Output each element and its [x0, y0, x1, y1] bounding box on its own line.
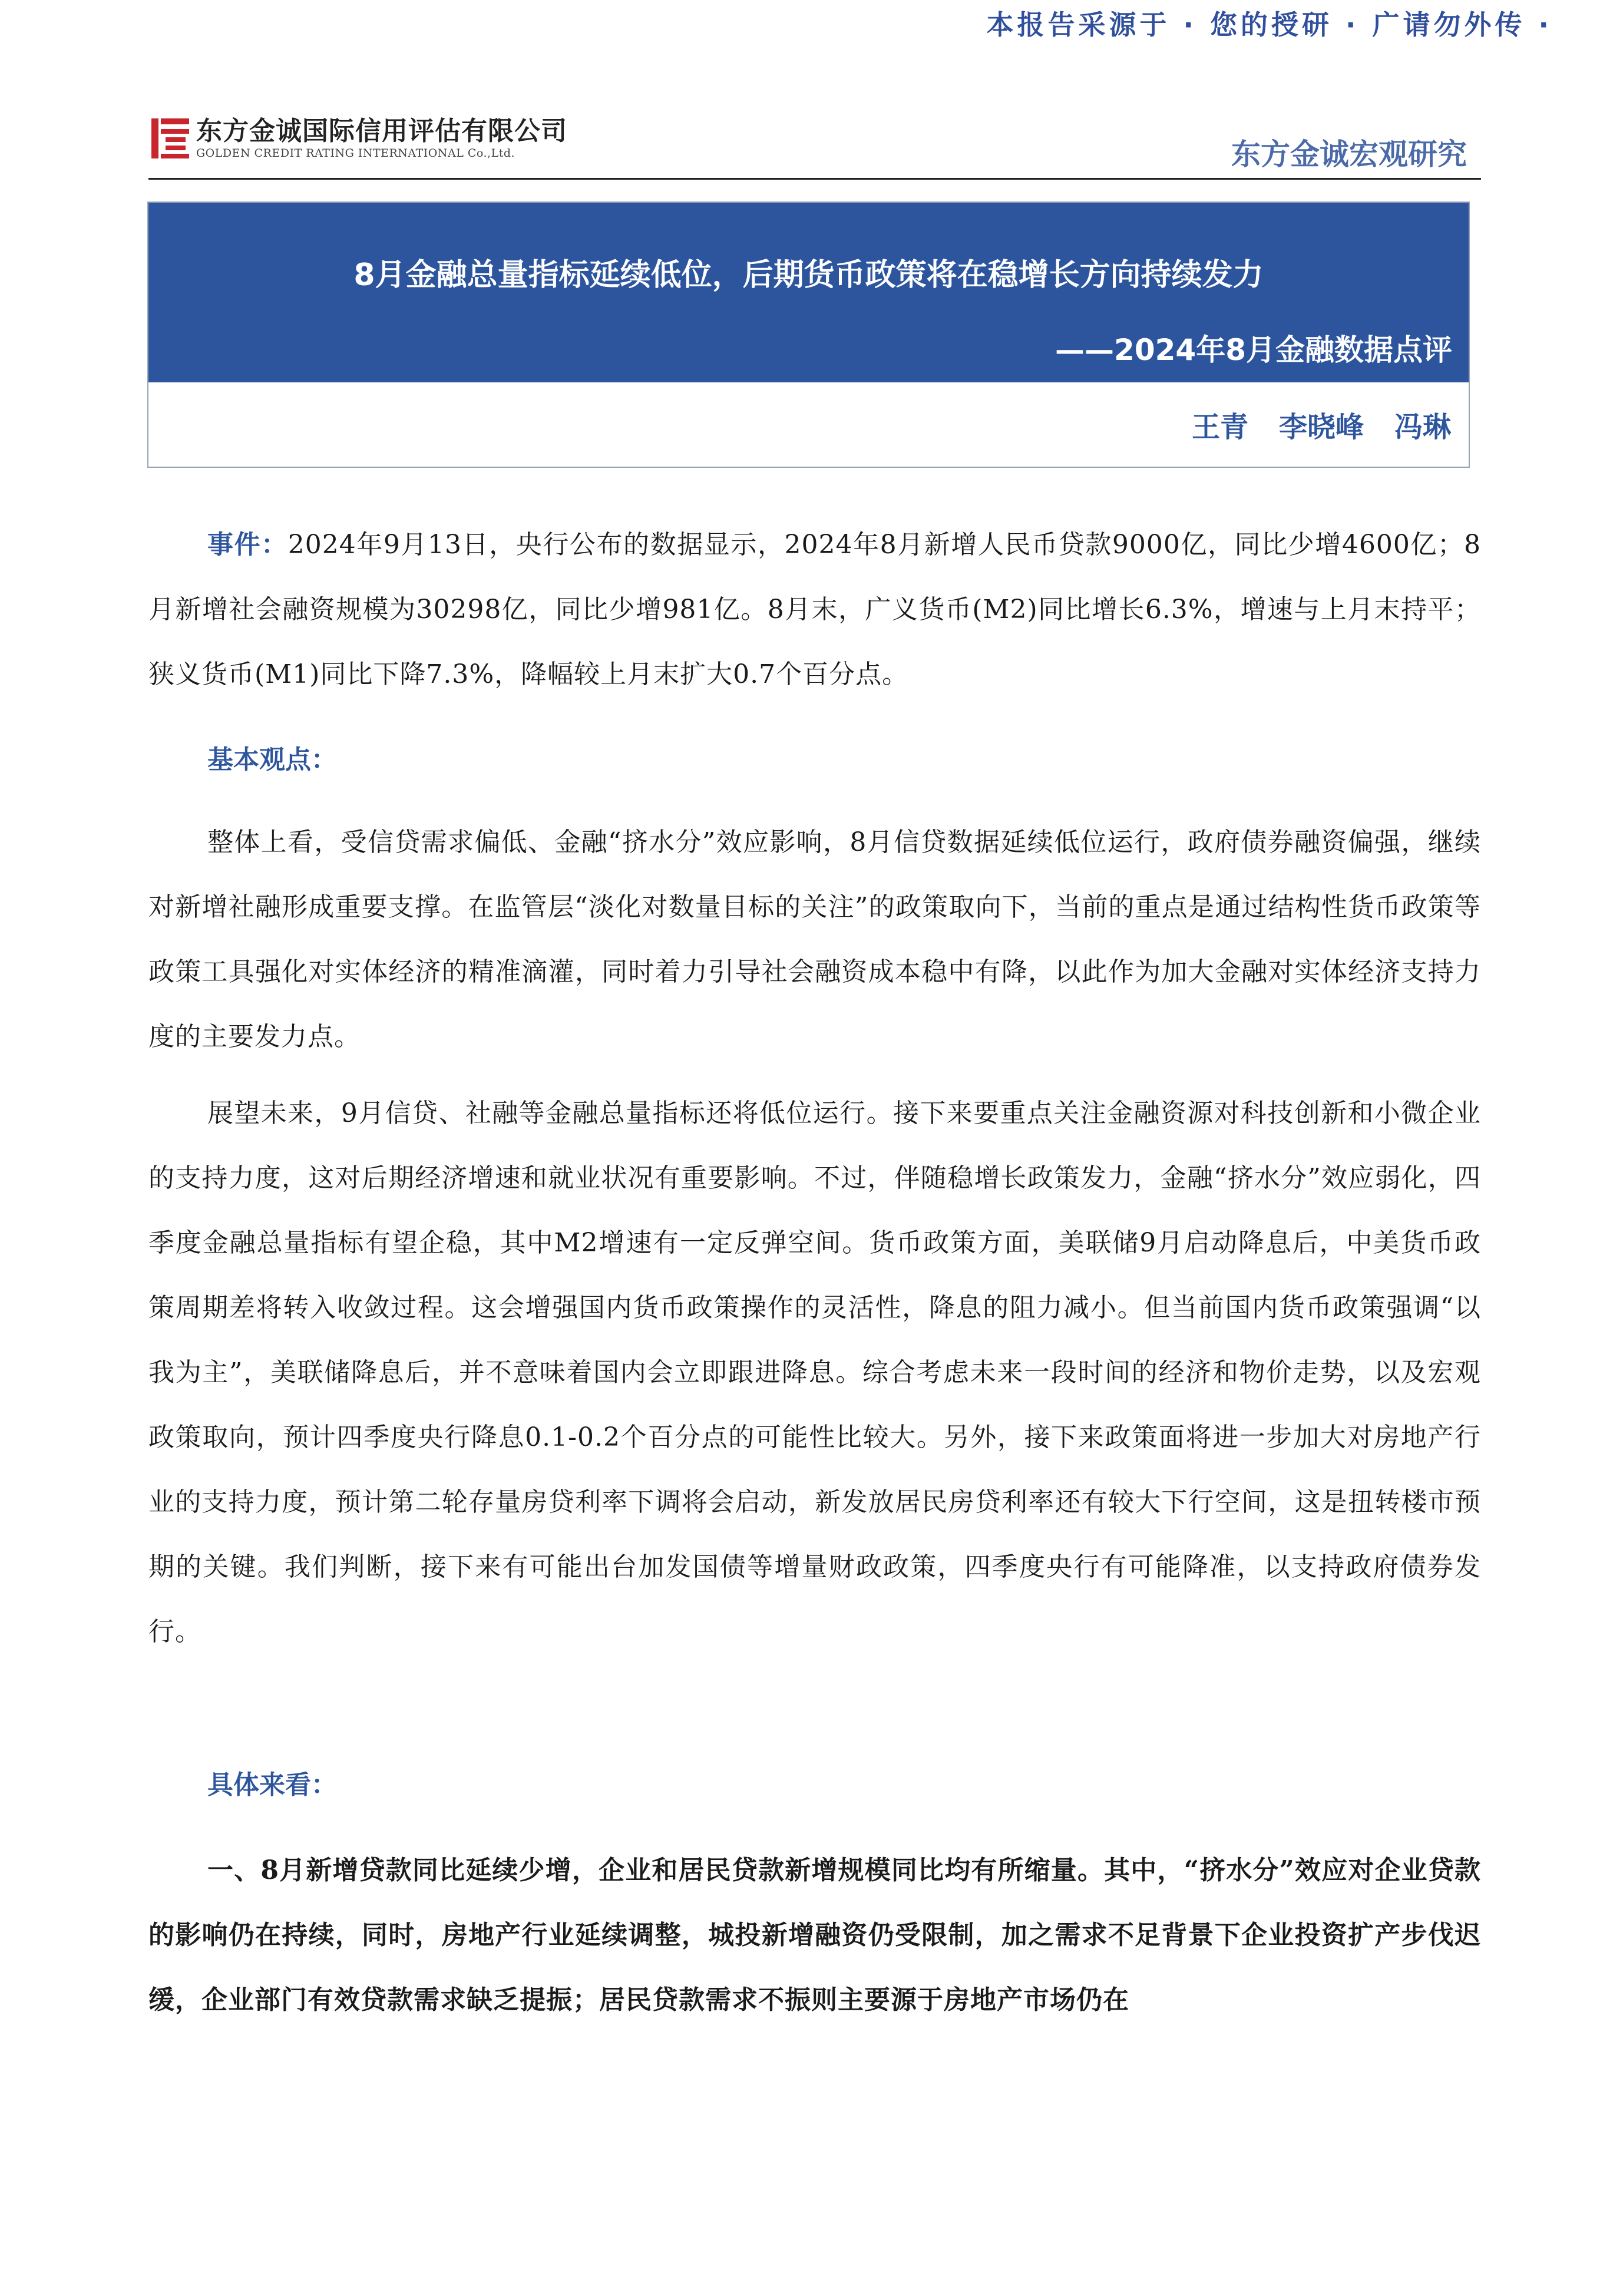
report-title: 8月金融总量指标延续低位，后期货币政策将在稳增长方向持续发力: [353, 257, 1264, 293]
title-band: [148, 203, 1469, 382]
header-divider: [148, 178, 1481, 180]
logo-chinese-name: 东方金诚国际信用评估有限公司: [196, 116, 567, 146]
body-paragraph-3: 一、8月新增贷款同比延续少增，企业和居民贷款新增规模同比均有所缩量。其中，“挤水分”效应对企业贷款的影响仍在持续，同时，房地产行业延续调整，城投新增融资仍受限制，加之需求不足背景下企业投资扩产步伐迟缓，企业部门有效贷款需求缺乏提振；居民贷款需求不振则主要源于房地产市场仍在: [148, 1855, 1481, 2015]
author-name: 冯琳: [1394, 411, 1451, 444]
author-name: 李晓峰: [1278, 411, 1364, 444]
event-label: 事件：: [207, 530, 288, 560]
body-paragraph-1: 整体上看，受信贷需求偏低、金融“挤水分”效应影响，8月信贷数据延续低位运行，政府债券融资偏强，继续对新增社融形成重要支撑。在监管层“淡化对数量目标的关注”的政策取向下，当前的重点是通过结构性货币政策等政策工具强化对实体经济的精准滴灌，同时着力引导社会融资成本稳中有降，以此作为加大金融对实体经济支持力度的主要发力点。: [148, 827, 1481, 1052]
basic-view-label: 基本观点：: [207, 745, 337, 775]
header-slogan: 本报告采源于 · 您的授研 · 广请勿外传 ·: [986, 9, 1552, 41]
event-paragraph: [148, 513, 1481, 707]
report-subtitle: ——2024年8月金融数据点评: [1055, 333, 1452, 367]
company-logo: [150, 112, 567, 165]
author-name: 王青: [1191, 411, 1248, 444]
logo-english-name: GOLDEN CREDIT RATING INTERNATIONAL Co.,Ltd.: [196, 147, 515, 160]
title-block: [147, 201, 1470, 468]
details-label: 具体来看：: [207, 1770, 337, 1800]
company-logo-icon: [150, 116, 190, 161]
event-text: 2024年9月13日，央行公布的数据显示，2024年8月新增人民币贷款9000亿，同比少增4600亿；8月新增社会融资规模为30298亿，同比少增981亿。8月末，广义货币(M2)同比增长6.3%，增速与上月末持平；狭义货币(M1)同比下降7.3%，降幅较上月末扩大0.7个百分点。: [148, 530, 1481, 689]
research-label: 东方金诚宏观研究: [1231, 137, 1467, 171]
author-list: [1192, 404, 1451, 445]
page-number: 1: [1520, 2143, 1538, 2175]
body-paragraph-2: 展望未来，9月信贷、社融等金融总量指标还将低位运行。接下来要重点关注金融资源对科技创新和小微企业的支持力度，这对后期经济增速和就业状况有重要影响。不过，伴随稳增长政策发力，金融“挤水分”效应弱化，四季度金融总量指标有望企稳，其中M2增速有一定反弹空间。货币政策方面，美联储9月启动降息后，中美货币政策周期差将转入收敛过程。这会增强国内货币政策操作的灵活性，降息的阻力减小。但当前国内货币政策强调“以我为主”，美联储降息后，并不意味着国内会立即跟进降息。综合考虑未来一段时间的经济和物价走势，以及宏观政策取向，预计四季度央行降息0.1-0.2个百分点的可能性比较大。另外，接下来政策面将进一步加大对房地产行业的支持力度，预计第二轮存量房贷利率下调将会启动，新发放居民房贷利率还有较大下行空间，这是扭转楼市预期的关键。我们判断，接下来有可能出台加发国债等增量财政政策，四季度央行有可能降准，以支持政府债券发行。: [148, 1098, 1481, 1647]
